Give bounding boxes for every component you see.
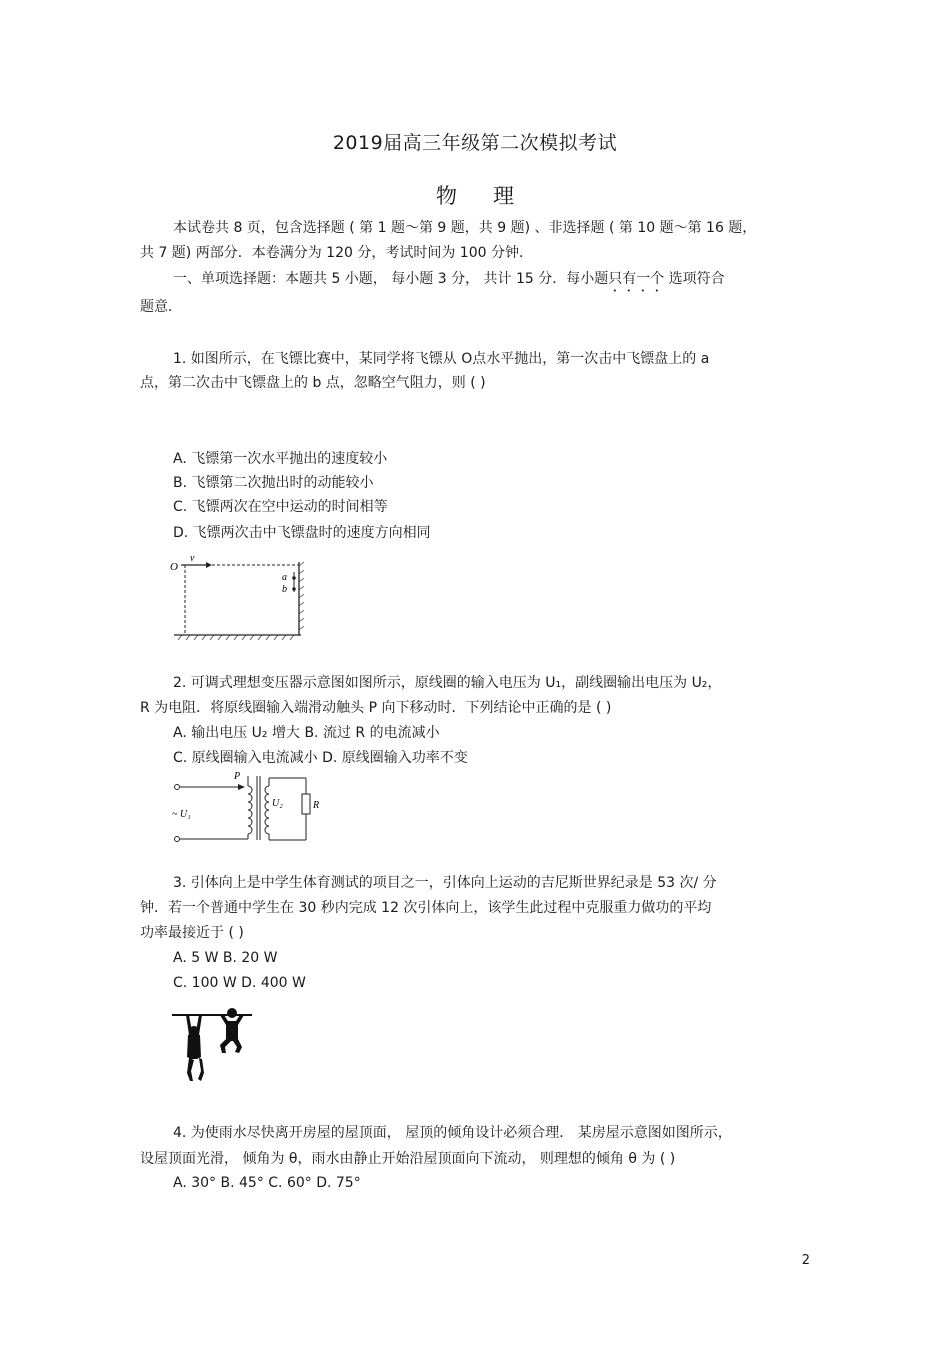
label-u2: U₂ bbox=[272, 798, 283, 809]
q3-line-2: 钟．若一个普通中学生在 30 秒内完成 12 次引体向上，该学生此过程中克服重力做功的平均 bbox=[140, 900, 712, 916]
section-heading-emphasis: 只有一个 bbox=[608, 271, 665, 287]
q1-option-d: D. 飞镖两次击中飞镖盘时的速度方向相同 bbox=[173, 525, 431, 541]
q1-dart-figure bbox=[168, 552, 308, 642]
q1-line-1: 1. 如图所示，在飞镖比赛中，某同学将飞镖从 O点水平抛出，第一次击中飞镖盘上的 a bbox=[173, 351, 710, 367]
q3-options-line-1: A. 5 W B. 20 W bbox=[173, 950, 278, 966]
q3-line-1: 3. 引体向上是中学生体育测试的项目之一，引体向上运动的吉尼斯世界纪录是 53 次/ 分 bbox=[173, 875, 717, 891]
intro-line-2: 共 7 题) 两部分．本卷满分为 120 分，考试时间为 100 分钟． bbox=[140, 245, 533, 261]
velocity-arrow-icon bbox=[206, 562, 212, 568]
q2-options-line-1: A. 输出电压 U₂ 增大 B. 流过 R 的电流减小 bbox=[173, 725, 440, 741]
q3-line-3: 功率最接近于 ( ) bbox=[140, 925, 244, 941]
point-a bbox=[292, 576, 296, 580]
q3-options-line-2: C. 100 W D. 400 W bbox=[173, 975, 306, 991]
q1-line-2: 点，第二次击中飞镖盘上的 b 点，忽略空气阻力，则 ( ) bbox=[140, 375, 486, 391]
resistor-icon bbox=[302, 794, 310, 814]
q4-line-1: 4. 为使雨水尽快离开房屋的屋顶面， 屋顶的倾角设计必须合理． 某房屋示意图如图所示， bbox=[173, 1125, 732, 1141]
point-b bbox=[292, 587, 296, 591]
primary-coil-icon bbox=[248, 786, 252, 834]
label-v: v bbox=[190, 553, 195, 564]
q2-line-2: R 为电阻．将原线圈输入端滑动触头 P 向下移动时．下列结论中正确的是 ( ) bbox=[140, 700, 612, 716]
exam-title: 2019届高三年级第二次模拟考试 bbox=[332, 132, 618, 154]
section-heading-text: 一、单项选择题：本题共 5 小题， 每小题 3 分， 共计 15 分．每小题 bbox=[173, 271, 609, 287]
pull-up-icon bbox=[170, 1005, 256, 1085]
q1-option-a: A. 飞镖第一次水平抛出的速度较小 bbox=[173, 451, 388, 467]
subject-title: 物理 bbox=[436, 184, 550, 208]
q2-line-1: 2. 可调式理想变压器示意图如图所示，原线圈的输入电压为 U₁，副线圈输出电压为 U₂， bbox=[173, 675, 722, 691]
q1-option-c: C. 飞镖两次在空中运动的时间相等 bbox=[173, 499, 388, 515]
page-number: 2 bbox=[801, 1253, 810, 1268]
label-r: R bbox=[313, 800, 320, 811]
slider-arrow-icon bbox=[238, 784, 245, 790]
q1-option-b: B. 飞镖第二次抛出时的动能较小 bbox=[173, 475, 374, 491]
section-heading-line-1 bbox=[173, 270, 725, 295]
q2-options-line-2: C. 原线圈输入电流减小 D. 原线圈输入功率不变 bbox=[173, 750, 468, 766]
q4-options: A. 30° B. 45° C. 60° D. 75° bbox=[173, 1175, 361, 1191]
intro-line-1: 本试卷共 8 页，包含选择题 ( 第 1 题～第 9 题，共 9 题) 、非选择题 ( 第 10 题～第 16 题， bbox=[173, 220, 757, 236]
label-p: P bbox=[234, 771, 241, 782]
section-heading-tail: 选项符合 bbox=[664, 271, 725, 287]
q4-line-2: 设屋顶面光滑， 倾角为 θ，雨水由静止开始沿屋顶面向下流动， 则理想的倾角 θ 为 ( ) bbox=[140, 1151, 676, 1167]
label-a: a bbox=[282, 572, 287, 583]
secondary-coil-icon bbox=[265, 786, 269, 834]
label-u1: ~ U₁ bbox=[172, 809, 191, 820]
q2-transformer-figure bbox=[168, 770, 328, 848]
section-heading-line-2: 题意． bbox=[140, 299, 182, 315]
label-b: b bbox=[282, 584, 287, 595]
label-o: O bbox=[170, 561, 178, 573]
